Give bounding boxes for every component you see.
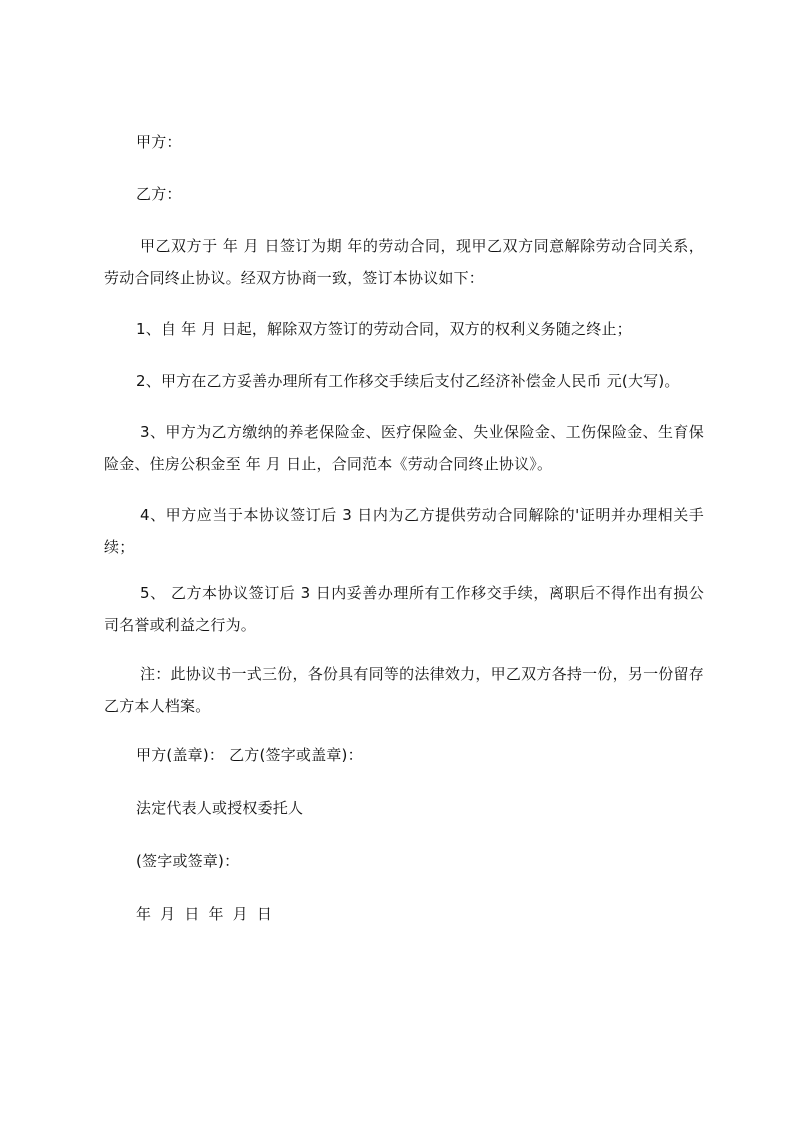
intro-paragraph: 甲乙双方于 年 月 日签订为期 年的劳动合同，现甲乙双方同意解除劳动合同关系，劳动合同终止协议。经双方协商一致，签订本协议如下： (104, 237, 704, 287)
sign-or-seal-label: (签字或签章)： (136, 852, 240, 870)
representative-label: 法定代表人或授权委托人 (136, 799, 304, 817)
party-a-label: 甲方： (136, 133, 182, 151)
date-line: 年 月 日 年 月 日 (136, 905, 273, 923)
clause-2: 2、甲方在乙方妥善办理所有工作移交手续后支付乙经济补偿金人民币 元(大写)。 (136, 372, 680, 390)
note-paragraph: 注：此协议书一式三份，各份具有同等的法律效力，甲乙双方各持一份，另一份留存乙方本人档案。 (104, 665, 704, 715)
clause-5: 5、 乙方本协议签订后 3 日内妥善办理所有工作移交手续，离职后不得作出有损公司名誉或利益之行为。 (104, 584, 704, 634)
clause-4: 4、甲方应当于本协议签订后 3 日内为乙方提供劳动合同解除的'证明并办理相关手续； (104, 506, 704, 556)
signature-line: 甲方(盖章)： 乙方(签字或盖章)： (136, 746, 363, 764)
clause-3: 3、甲方为乙方缴纳的养老保险金、医疗保险金、失业保险金、工伤保险金、生育保险金、住房公积金至 年 月 日止，合同范本《劳动合同终止协议》。 (104, 423, 704, 473)
clause-1: 1、自 年 月 日起，解除双方签订的劳动合同，双方的权利义务随之终止； (136, 320, 632, 338)
party-b-label: 乙方： (136, 185, 182, 203)
